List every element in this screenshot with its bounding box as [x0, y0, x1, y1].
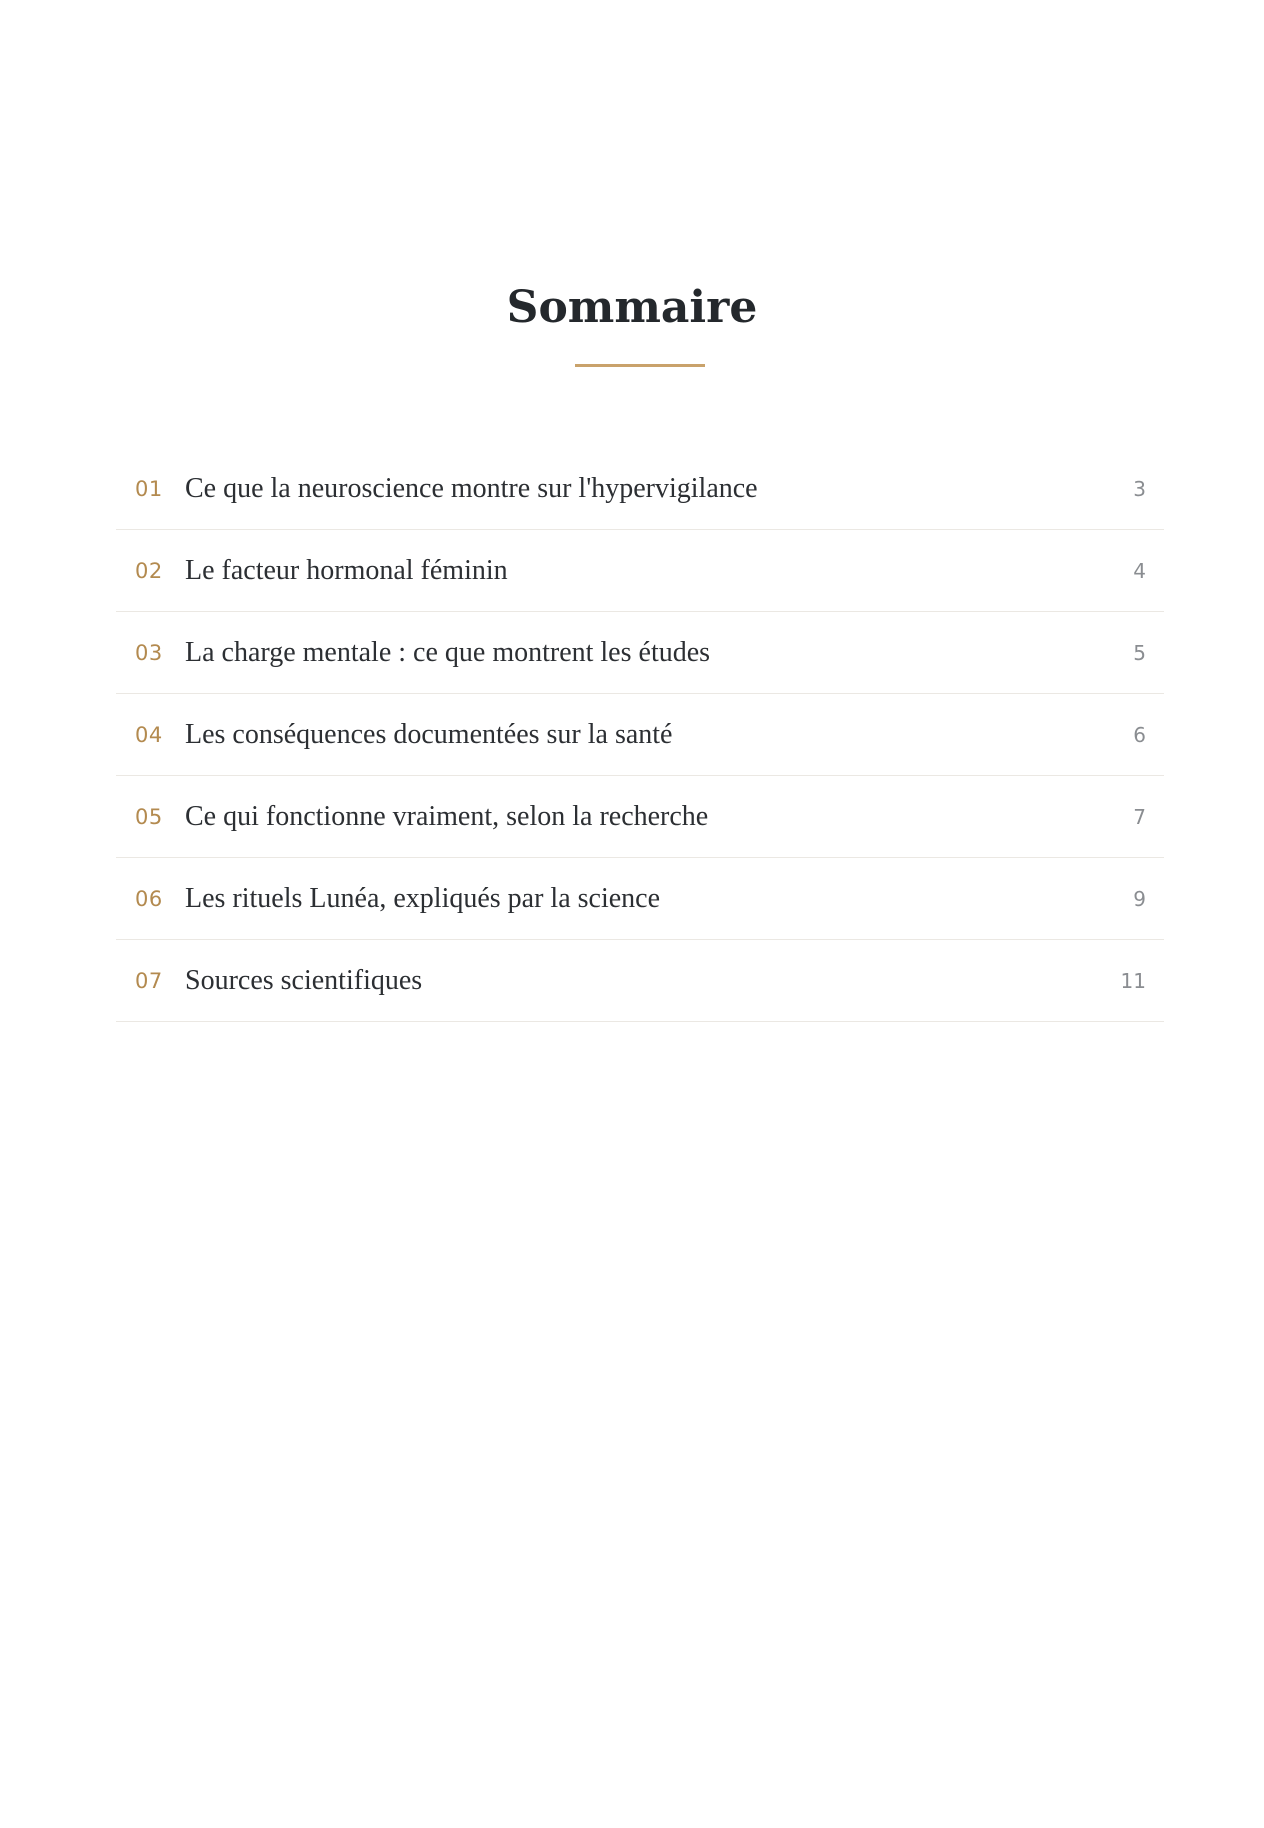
page-title: Sommaire: [506, 282, 758, 333]
toc-entry-title[interactable]: Le facteur hormonal féminin: [185, 554, 508, 586]
toc-entry[interactable]: [116, 448, 1164, 530]
toc-entry[interactable]: [116, 612, 1164, 694]
title-underline: [575, 364, 705, 367]
toc-entry-title[interactable]: Les conséquences documentées sur la santé: [185, 718, 673, 750]
toc-entry-number: 07: [135, 968, 163, 993]
toc-entry-number: 01: [135, 476, 163, 501]
toc-entry-title[interactable]: La charge mentale : ce que montrent les études: [185, 636, 711, 668]
toc-entry-page: 6: [1133, 722, 1146, 747]
toc-entry-number: 04: [135, 722, 163, 747]
toc-entry[interactable]: [116, 940, 1164, 1022]
toc-entry-page: 9: [1133, 886, 1146, 911]
toc-entry-title[interactable]: Ce que la neuroscience montre sur l'hypervigilance: [185, 472, 758, 504]
toc-entry-page: 4: [1133, 558, 1146, 583]
toc-entry-number: 02: [135, 558, 163, 583]
toc-entry-title[interactable]: Ce qui fonctionne vraiment, selon la recherche: [185, 800, 709, 832]
table-of-contents: [116, 448, 1164, 1022]
toc-entry[interactable]: [116, 530, 1164, 612]
toc-entry-page: 5: [1133, 640, 1146, 665]
toc-entry[interactable]: [116, 776, 1164, 858]
toc-entry[interactable]: [116, 694, 1164, 776]
toc-entry-page: 11: [1120, 968, 1146, 993]
toc-entry-title[interactable]: Les rituels Lunéa, expliqués par la science: [185, 882, 661, 914]
toc-entry-page: 3: [1133, 476, 1146, 501]
toc-entry-page: 7: [1133, 804, 1146, 829]
toc-entry-number: 05: [135, 804, 163, 829]
toc-entry-number: 03: [135, 640, 163, 665]
toc-entry-number: 06: [135, 886, 163, 911]
toc-entry-title[interactable]: Sources scientifiques: [185, 964, 423, 996]
toc-entry[interactable]: [116, 858, 1164, 940]
